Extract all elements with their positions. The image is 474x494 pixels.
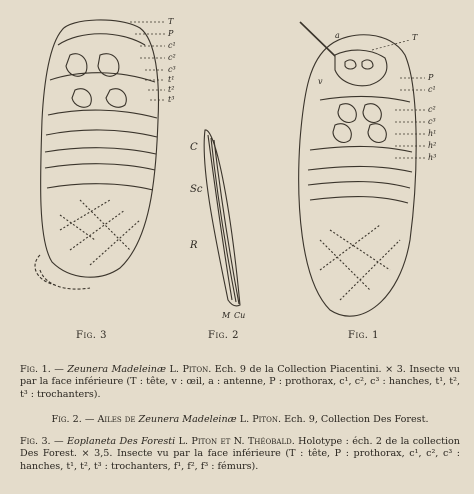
caption-fig1 xyxy=(20,364,460,401)
fig3-insect-drawing xyxy=(35,20,158,289)
fig3-annot-4: c³ xyxy=(168,65,176,74)
caption3-author: L. Piton et N. Théobald. xyxy=(178,436,295,447)
fig3-annot-0: T xyxy=(168,17,174,26)
fig1-annot-3: P xyxy=(428,73,434,82)
fig1-annot-9: h³ xyxy=(428,153,437,162)
fig3-annot-1: P xyxy=(168,29,174,38)
fig1-annot-8: h² xyxy=(428,141,437,150)
caption2-species: Zeunera Madeleinæ xyxy=(138,414,237,425)
fig2-annot-4: Cu xyxy=(234,311,246,320)
fig3-annot-6: t² xyxy=(168,85,175,94)
caption1-prefix: Fig. 1. — xyxy=(20,364,64,375)
fig3-annot-7: t³ xyxy=(168,95,175,104)
fig2-annot-3: M xyxy=(222,311,231,320)
caption2-text: Ech. 9, Collection Des Forest. xyxy=(284,414,429,425)
fig3-label: Fig. 3 xyxy=(76,330,108,341)
fig1-annot-6: c³ xyxy=(428,117,436,126)
caption-fig2 xyxy=(20,414,460,426)
fig1-leader-lines xyxy=(372,40,425,158)
fig2-wing-drawing xyxy=(204,130,240,306)
caption2-author: L. Piton. xyxy=(239,414,281,425)
fig1-annot-4: c¹ xyxy=(428,85,436,94)
caption-fig3 xyxy=(20,436,460,473)
caption1-species: Zeunera Madeleinæ xyxy=(67,364,166,375)
fig3-leader-lines xyxy=(130,22,165,100)
fig2-annot-1: Sc xyxy=(190,184,203,195)
fig3-annot-5: t¹ xyxy=(168,75,175,84)
fig2-annot-2: R xyxy=(190,240,198,251)
fig1-annot-1: v xyxy=(318,77,323,86)
fig1-annot-2: T xyxy=(412,33,418,42)
fig1-label: Fig. 1 xyxy=(348,330,380,341)
caption1-author: L. Piton. xyxy=(169,364,212,375)
fig3-annot-2: c¹ xyxy=(168,41,176,50)
caption3-species: Eoplaneta Des Foresti xyxy=(66,436,176,447)
fig3-annot-3: c² xyxy=(168,53,176,62)
caption3-text: Holotype : éch. 2 de la collection Des Forest. × 3,5. Insecte vu par la face inférieure (T : tête, P : prothorax, c¹, c², c³ : hanches, t¹, t², t³ : trochanters, f¹, f², f³ : fémurs). xyxy=(20,436,460,472)
fig2-label: Fig. 2 xyxy=(208,330,240,341)
fig1-annot-5: c² xyxy=(428,105,436,114)
fig2-annot-0: C xyxy=(190,142,198,153)
fig1-annot-7: h¹ xyxy=(428,129,437,138)
caption1-text: Ech. 9 de la Collection Piacentini. × 3. Insecte vu par la face inférieure (T : tête, v : œil, a : antenne, P : prothorax, c¹, c², c³ : hanches, t¹, t², t³ : trochanters). xyxy=(20,364,460,400)
caption3-prefix: Fig. 3. — xyxy=(20,436,64,447)
caption2-prefix: Fig. 2. — Ailes de xyxy=(51,414,136,425)
fig1-insect-drawing xyxy=(299,22,416,316)
fig1-annot-0: a xyxy=(335,31,340,40)
